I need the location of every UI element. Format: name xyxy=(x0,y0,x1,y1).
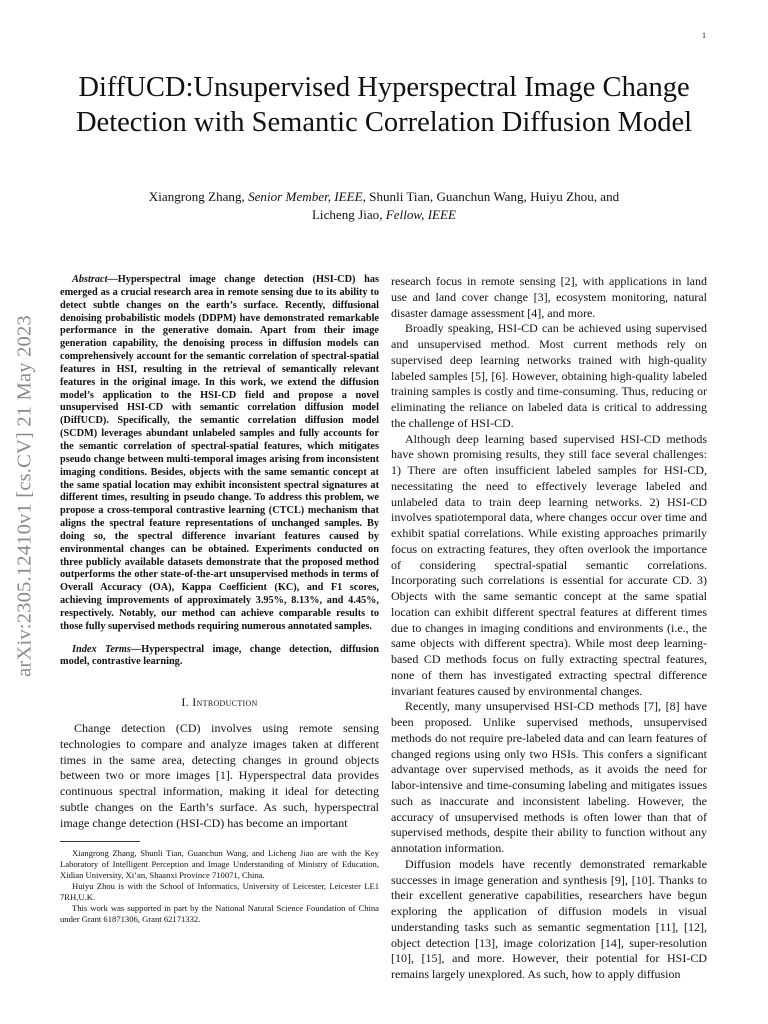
section-heading-introduction xyxy=(60,695,379,711)
author-line-1 xyxy=(60,188,708,206)
author-name: Xiangrong Zhang, xyxy=(148,189,249,204)
index-terms xyxy=(60,644,379,670)
footnote-divider xyxy=(60,841,140,842)
section-numeral: I. xyxy=(181,695,193,710)
author-names: Shunli Tian, Guanchun Wang, Huiyu Zhou, and xyxy=(365,189,620,204)
index-terms-label: Index Terms xyxy=(72,643,131,655)
body-paragraph: Recently, many unsupervised HSI-CD methods [7], [8] have been proposed. Unlike supervised methods, unsupervised methods do not require pre-labeled data and can learn features of changed regions using only two HSIs. This confers a significant advantage over supervised methods, as it avoids the need for labor-intensive and time-consuming labeling and mitigates issues such as inaccurate and inconsistent labeling. However, the accuracy of unsupervised methods is often lower than that of supervised methods, despite their ability to function without any annotation information. xyxy=(391,699,707,855)
section-title: Introduction xyxy=(192,695,258,710)
index-terms-text: —Hyperspectral image, change detection, diffusion model, contrastive learning. xyxy=(60,643,379,668)
body-paragraph: Broadly speaking, HSI-CD can be achieved using supervised and unsupervised method. Most current methods rely on supervised deep learning networks trained with high-quality labeled samples [5], [6]. However, obtaining high-quality labeled training samples is costly and time-consuming. Thus, reducing or eliminating the reliance on labeled data is critical to addressing the challenge of HSI-CD. xyxy=(391,321,707,430)
author-list xyxy=(60,188,708,224)
author-line-2 xyxy=(60,206,708,224)
arxiv-id-text: arXiv:2305.12410v1 [cs.CV] 21 May 2023 xyxy=(13,315,36,677)
abstract xyxy=(60,274,379,634)
author-name: Licheng Jiao, xyxy=(311,207,386,222)
paper-title: DiffUCD:Unsupervised Hyperspectral Image Change Detection with Semantic Correlation Diffusion Model xyxy=(75,72,693,138)
page-number: 1 xyxy=(702,31,706,40)
body-paragraph: Diffusion models have recently demonstrated remarkable successes in image generation and synthesis [9], [10]. Thanks to their excellent generative capabilities, researchers have begun exploring the application of diffusion models in visual understanding tasks such as semantic segmentation [11], [12], object detection [13], image colorization [14], super-resolution [10], [15], and more. However, their potential for HSI-CD remains largely unexplored. As such, how to apply diffusion xyxy=(391,856,707,981)
abstract-text: —Hyperspectral image change detection (HSI-CD) has emerged as a crucial research area in remote sensing due to its ability to detect subtle changes on the earth’s surface. Recently, diffusional denoising probabilistic models (DDPM) have demonstrated remarkable performance in the generative domain. Apart from their image generation capability, the denoising process in diffusion models can comprehensively account for the semantic correlation of spectral-spatial features in HSI, resulting in the retrieval of semantically relevant features in the original image. In this work, we extend the diffusion model’s application to the HSI-CD field and propose a novel unsupervised HSI-CD with semantic correlation diffusion model (DiffUCD). Specifically, the semantic correlation diffusion model (SCDM) leverages abundant unlabeled samples and fully accounts for the semantic correlation of spectral-spatial features, which mitigates pseudo change between multi-temporal images arising from inconsistent imaging conditions. Besides, objects with the same semantic concept at the same spatial location may exhibit inconsistent spectral signatures at different times, resulting in pseudo change. To address this problem, we propose a cross-temporal contrastive learning (CTCL) mechanism that aligns the spectral feature representations of unchanged samples. By doing so, the spectral difference invariant features caused by environmental changes can be obtained. Experiments conducted on three publicly available datasets demonstrate that the proposed method outperforms the other state-of-the-art unsupervised methods in terms of Overall Accuracy (OA), Kappa Coefficient (KC), and F1 scores, achieving improvements of approximately 3.95%, 8.13%, and 4.45%, respectively. Notably, our method can achieve comparable results to those fully supervised methods requiring numerous annotated samples. xyxy=(60,274,379,632)
footnote: Huiyu Zhou is with the School of Informatics, University of Leicester, Leicester LE1 7RH,U.K. xyxy=(60,881,379,902)
footnote: Xiangrong Zhang, Shunli Tian, Guanchun Wang, and Licheng Jiao are with the Key Laboratory of Intelligent Perception and Image Understanding of Ministry of Education, Xidian University, Xi’an, Shaanxi Province 710071, China. xyxy=(60,848,379,880)
abstract-label: Abstract xyxy=(72,274,108,285)
arxiv-watermark[interactable] xyxy=(4,262,46,730)
body-paragraph: Although deep learning based supervised HSI-CD methods have shown promising results, they still face several challenges: 1) There are often insufficient labeled samples for HSI-CD, necessitating the need to effectively leverage labeled and unlabeled data to train deep learning networks. 2) HSI-CD involves spatiotemporal data, where changes occur over time and exhibit spatial correlations. While existing approaches primarily focus on extracting features, they often overlook the importance of considering spectral-spatial semantic correlations. Incorporating such correlations is essential for accurate CD. 3) Objects with the same semantic concept at the same spatial location can exhibit different spectral features at different times due to changes in imaging conditions and environments (i.e., the same objects with different spectra). While most deep learning-based CD methods focus on fully extracting spectral features, none of them has investigated extracting spectral difference invariant features caused by environmental changes. xyxy=(391,431,707,698)
body-paragraph: Change detection (CD) involves using remote sensing technologies to compare and analyze images taken at different times in the same area, detecting changes in ground objects between two or more images [1]. Hyperspectral data provides continuous spectral information, making it ideal for detecting subtle changes on the Earth’s surface. As such, hyperspectral image change detection (HSI-CD) has become an important xyxy=(60,721,379,830)
left-column xyxy=(60,274,379,925)
body-paragraph: research focus in remote sensing [2], with applications in land use and land cover change [3], ecosystem monitoring, natural disaster damage assessment [4], and more. xyxy=(391,274,707,320)
author-membership: Fellow, IEEE xyxy=(385,207,457,222)
footnote: This work was supported in part by the National Natural Science Foundation of China under Grant 61871306, Grant 62171332. xyxy=(60,903,379,924)
author-membership: Senior Member, IEEE, xyxy=(248,189,366,204)
right-column xyxy=(391,274,707,983)
